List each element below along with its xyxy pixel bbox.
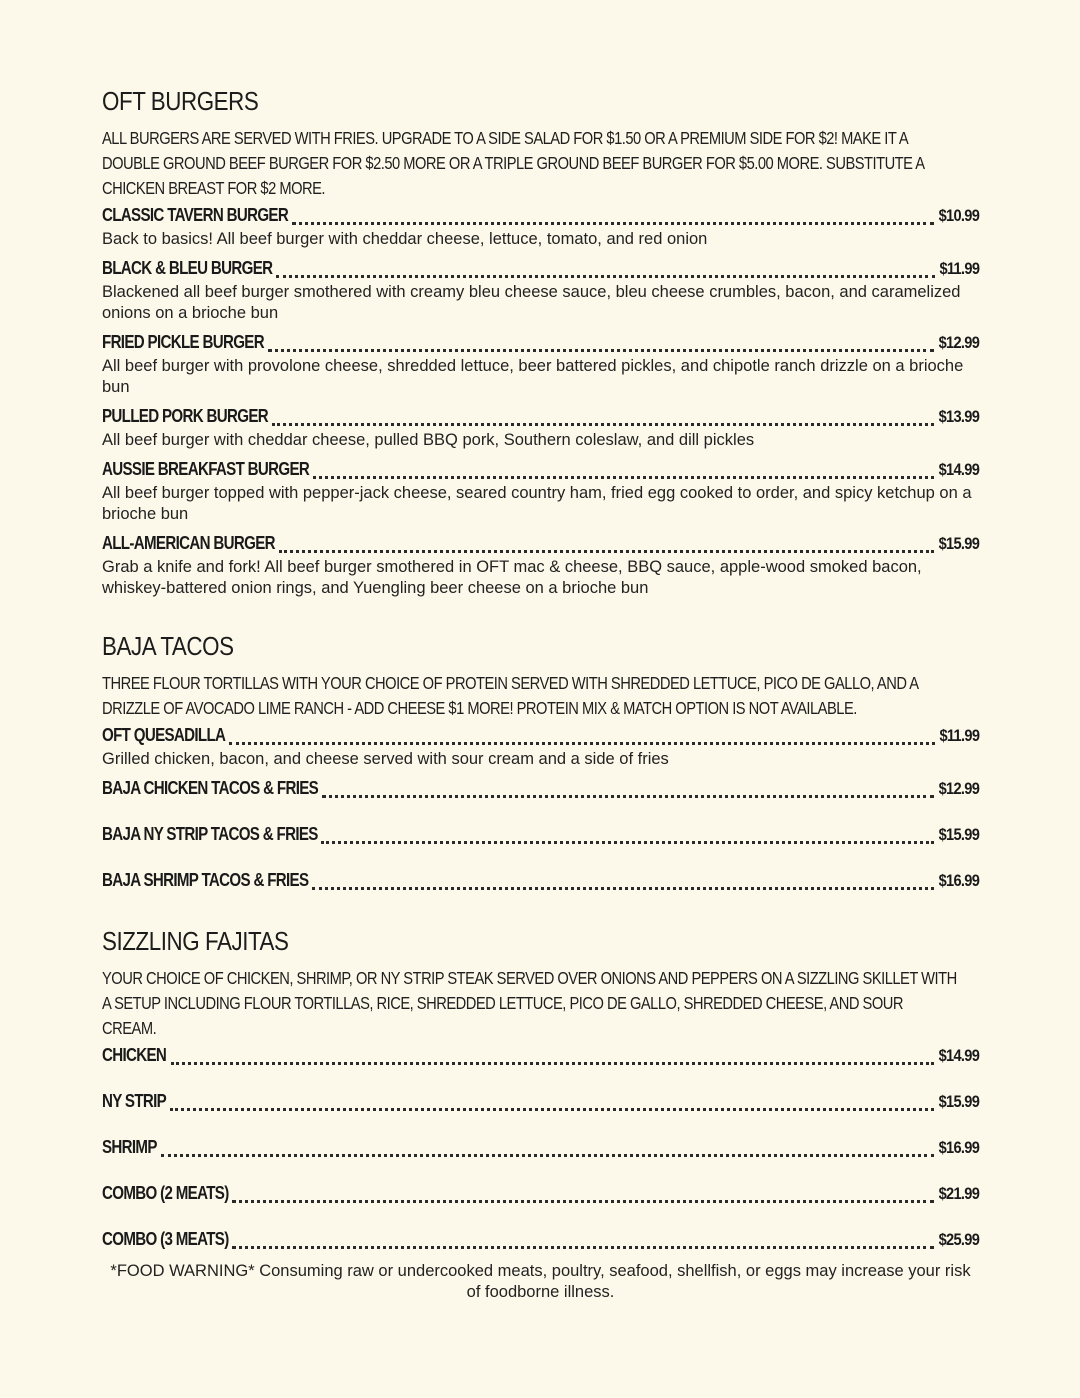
menu-items bbox=[102, 725, 979, 894]
item-price: $21.99 bbox=[938, 1184, 979, 1203]
menu-item bbox=[102, 1091, 979, 1129]
section-title: SIZZLING FAJITAS bbox=[102, 926, 289, 956]
menu-item bbox=[102, 205, 979, 250]
item-name: BLACK & BLEU BURGER bbox=[102, 258, 273, 278]
dot-leader bbox=[322, 795, 934, 798]
dot-leader bbox=[161, 1154, 934, 1157]
menu-item bbox=[102, 1045, 979, 1083]
dot-leader bbox=[276, 275, 935, 278]
item-price: $16.99 bbox=[938, 871, 979, 890]
section-description: YOUR CHOICE OF CHICKEN, SHRIMP, OR NY STRIP STEAK SERVED OVER ONIONS AND PEPPERS ON A SIZZLING SKILLET WITH A SETUP INCLUDING FLOUR TORTILLAS, RICE, SHREDDED LETTUCE, PICO DE GALLO, SHREDDED CHEESE, AND SOUR CREAM. bbox=[102, 968, 957, 1038]
menu-item bbox=[102, 332, 979, 398]
item-name: BAJA SHRIMP TACOS & FRIES bbox=[102, 870, 309, 890]
item-price: $16.99 bbox=[938, 1138, 979, 1157]
dot-leader bbox=[312, 887, 934, 890]
dot-leader bbox=[232, 1246, 934, 1249]
item-price: $11.99 bbox=[939, 726, 979, 745]
dot-leader bbox=[229, 742, 935, 745]
menu-item bbox=[102, 1229, 979, 1253]
dot-leader bbox=[272, 423, 935, 426]
menu-items bbox=[102, 1045, 979, 1253]
menu-item bbox=[102, 533, 979, 599]
item-price: $14.99 bbox=[938, 460, 979, 479]
item-description: Grab a knife and fork! All beef burger smothered in OFT mac & cheese, BBQ sauce, apple-wood smoked bacon, whiskey-battered onion rings, and Yuengling beer cheese on a brioche bun bbox=[102, 558, 922, 597]
dot-leader bbox=[232, 1200, 934, 1203]
item-price: $15.99 bbox=[938, 825, 979, 844]
item-description: Blackened all beef burger smothered with creamy bleu cheese sauce, bleu cheese crumbles, bacon, and caramelized onions on a brioche bun bbox=[102, 283, 961, 322]
item-price: $14.99 bbox=[938, 1046, 979, 1065]
section-baja-tacos bbox=[102, 631, 979, 894]
menu-item bbox=[102, 824, 979, 862]
section-description: ALL BURGERS ARE SERVED WITH FRIES. UPGRADE TO A SIDE SALAD FOR $1.50 OR A PREMIUM SIDE FOR $2! MAKE IT A DOUBLE GROUND BEEF BURGER FOR $2.50 MORE OR A TRIPLE GROUND BEEF BURGER FOR $5.00 MORE. SUBSTITUTE A CHICKEN BREAST FOR $2 MORE. bbox=[102, 128, 924, 198]
item-name: CLASSIC TAVERN BURGER bbox=[102, 205, 289, 225]
item-description: All beef burger with provolone cheese, shredded lettuce, beer battered pickles, and chipotle ranch drizzle on a brioche bun bbox=[102, 357, 964, 396]
item-price: $15.99 bbox=[938, 1092, 979, 1111]
item-name: CHICKEN bbox=[102, 1045, 167, 1065]
dot-leader bbox=[171, 1062, 935, 1065]
section-title: OFT BURGERS bbox=[102, 86, 259, 116]
menu-item bbox=[102, 725, 979, 770]
item-price: $12.99 bbox=[938, 779, 979, 798]
item-price: $13.99 bbox=[938, 407, 979, 426]
dot-leader bbox=[321, 841, 934, 844]
section-oft-burgers bbox=[102, 86, 979, 599]
section-description: THREE FLOUR TORTILLAS WITH YOUR CHOICE OF PROTEIN SERVED WITH SHREDDED LETTUCE, PICO DE GALLO, AND A DRIZZLE OF AVOCADO LIME RANCH - ADD CHEESE $1 MORE! PROTEIN MIX & MATCH OPTION IS NOT AVAILABLE. bbox=[102, 673, 918, 718]
item-description: All beef burger topped with pepper-jack cheese, seared country ham, fried egg cooked to order, and spicy ketchup on a brioche bun bbox=[102, 484, 972, 523]
item-description: Grilled chicken, bacon, and cheese served with sour cream and a side of fries bbox=[102, 750, 669, 768]
dot-leader bbox=[279, 550, 935, 553]
food-warning: *FOOD WARNING* Consuming raw or undercooked meats, poultry, seafood, shellfish, or eggs may increase your risk of foodborne illness. bbox=[110, 1262, 971, 1301]
item-name: OFT QUESADILLA bbox=[102, 725, 226, 745]
item-name: COMBO (2 MEATS) bbox=[102, 1183, 229, 1203]
item-name: COMBO (3 MEATS) bbox=[102, 1229, 229, 1249]
menu-item bbox=[102, 1183, 979, 1221]
section-sizzling-fajitas bbox=[102, 926, 979, 1303]
item-description: Back to basics! All beef burger with cheddar cheese, lettuce, tomato, and red onion bbox=[102, 230, 708, 248]
item-name: AUSSIE BREAKFAST BURGER bbox=[102, 459, 310, 479]
item-price: $11.99 bbox=[939, 259, 979, 278]
item-price: $12.99 bbox=[938, 333, 979, 352]
item-name: ALL-AMERICAN BURGER bbox=[102, 533, 275, 553]
menu-items bbox=[102, 205, 979, 599]
item-name: BAJA NY STRIP TACOS & FRIES bbox=[102, 824, 318, 844]
menu-item bbox=[102, 778, 979, 816]
menu-item bbox=[102, 1137, 979, 1175]
item-description: All beef burger with cheddar cheese, pulled BBQ pork, Southern coleslaw, and dill pickles bbox=[102, 431, 755, 449]
dot-leader bbox=[313, 476, 934, 479]
item-name: SHRIMP bbox=[102, 1137, 157, 1157]
item-price: $25.99 bbox=[938, 1230, 979, 1249]
item-price: $15.99 bbox=[938, 534, 979, 553]
menu-item bbox=[102, 258, 979, 324]
menu-item bbox=[102, 406, 979, 451]
item-price: $10.99 bbox=[938, 206, 979, 225]
menu-item bbox=[102, 870, 979, 894]
item-name: FRIED PICKLE BURGER bbox=[102, 332, 264, 352]
dot-leader bbox=[170, 1108, 934, 1111]
menu-item bbox=[102, 459, 979, 525]
item-name: NY STRIP bbox=[102, 1091, 167, 1111]
section-title: BAJA TACOS bbox=[102, 631, 234, 661]
item-name: BAJA CHICKEN TACOS & FRIES bbox=[102, 778, 319, 798]
dot-leader bbox=[292, 222, 935, 225]
dot-leader bbox=[268, 349, 934, 352]
menu-content bbox=[102, 86, 979, 1335]
item-name: PULLED PORK BURGER bbox=[102, 406, 269, 426]
